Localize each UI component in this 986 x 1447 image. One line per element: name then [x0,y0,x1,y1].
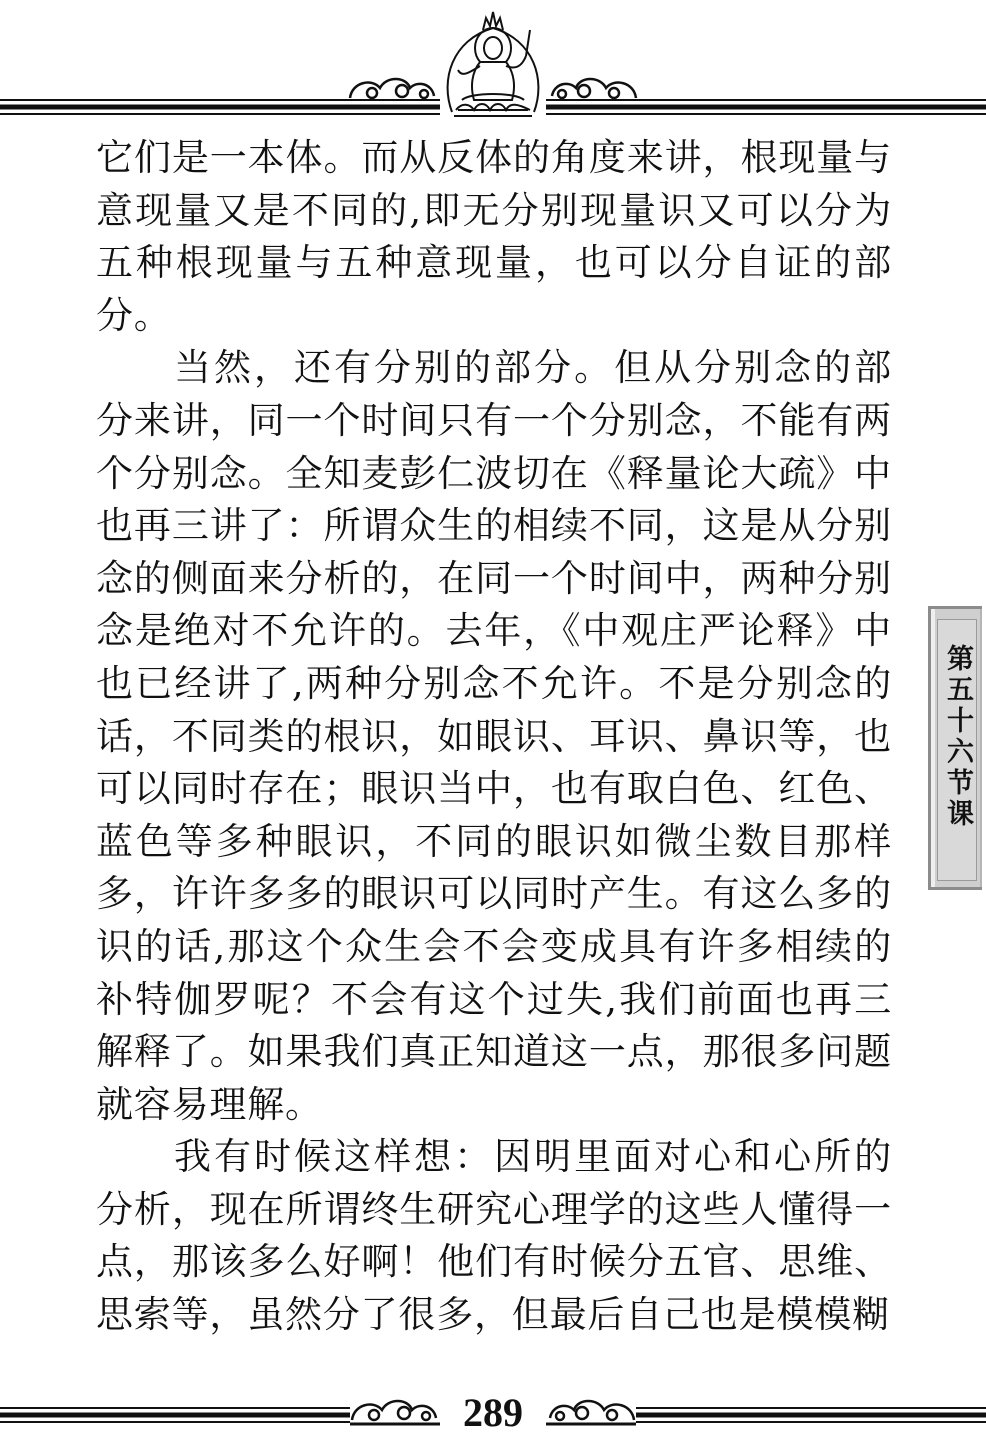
chapter-tab-label: 第五十六节课 [942,644,973,830]
deity-figure-icon [448,12,539,116]
chapter-tab-frame [937,619,977,881]
chapter-tab [928,606,982,890]
cloud-left-icon [350,79,434,98]
footer-cloud-right-icon [546,1401,636,1424]
paragraph-2: 当然，还有分别的部分。但从分别念的部分来讲，同一个时间只有一个分别念，不能有两个分别念。全知麦彭仁波切在《释量论大疏》中也再三讲了：所谓众生的相续不同，这是从分别念的侧面来分析的，在同一个时间中，两种分别念是绝对不允许的。去年，《中观庄严论释》中也已经讲了,两种分别念不允许。不是分别念的话，不同类的根识，如眼识、耳识、鼻识等，也可以同时存在；眼识当中，也有取白色、红色、蓝色等多种眼识，不同的眼识如微尘数目那样多，许许多多的眼识可以同时产生。有这么多的识的话,那这个众生会不会变成具有许多相续的补特伽罗呢？不会有这个过失,我们前面也再三解释了。如果我们真正知道这一点，那很多问题就容易理解。 [96,346,892,1126]
page-number: 289 [463,1390,523,1435]
header-ornament [0,0,986,125]
paragraph-1: 它们是一本体。而从反体的角度来讲，根现量与意现量又是不同的,即无分别现量识又可以分为五种根现量与五种意现量，也可以分自证的部分。 [96,136,892,337]
footer-cloud-left-icon [350,1401,440,1424]
paragraph-3: 我有时候这样想：因明里面对心和心所的分析，现在所谓终生研究心理学的这些人懂得一点，那该多么好啊！他们有时候分五官、思维、思索等，虽然分了很多，但最后自己也是模模糊 [96,1135,892,1337]
header-ornament-graphic [0,0,986,125]
page-body [96,132,892,1342]
cloud-right-icon [552,79,636,98]
